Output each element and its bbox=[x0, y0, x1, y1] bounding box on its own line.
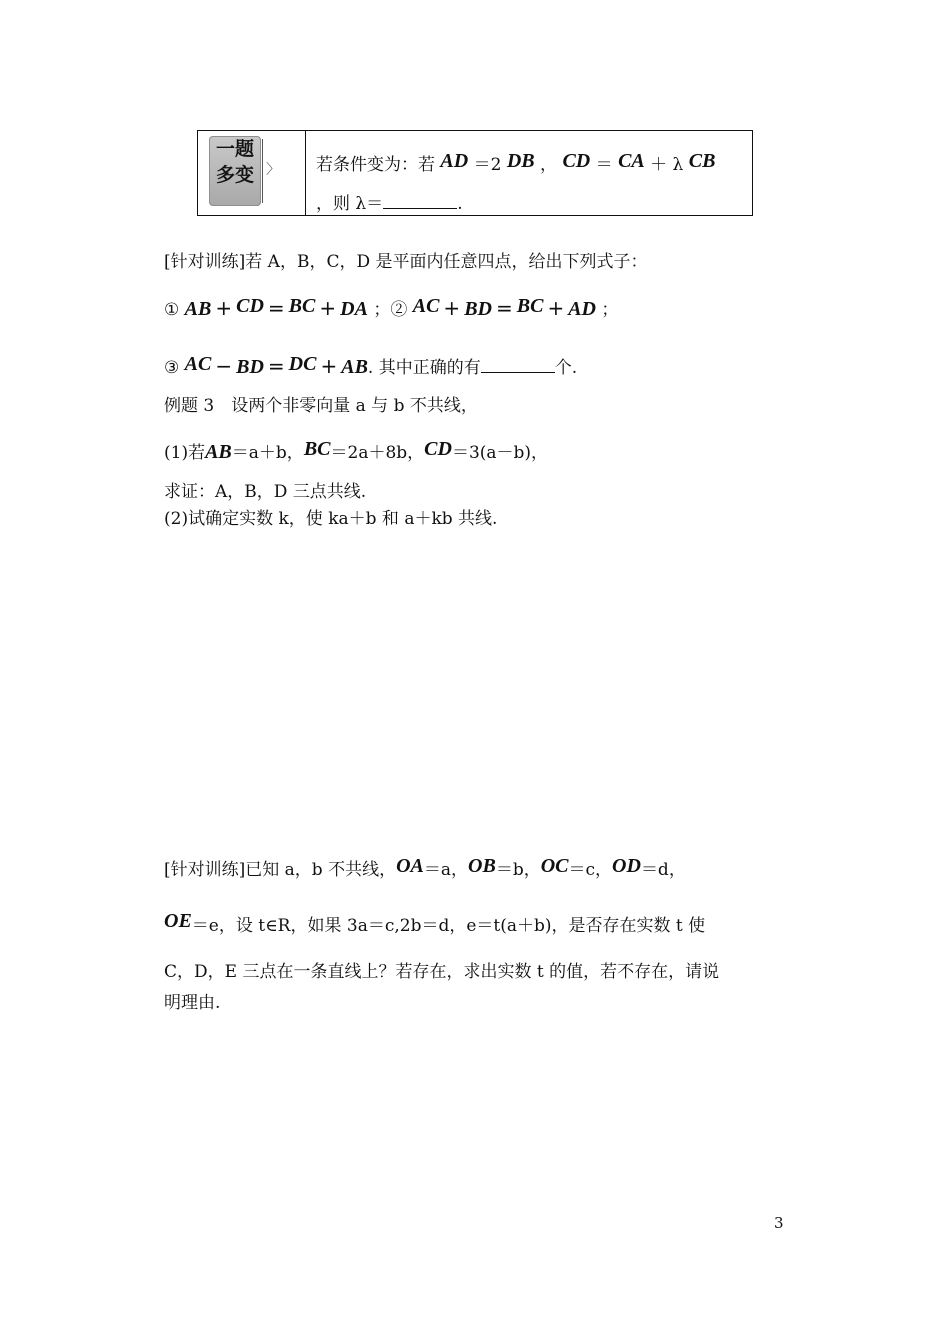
vector-ac: AC bbox=[412, 295, 440, 317]
training2-text-e: ＝d， bbox=[640, 860, 686, 880]
plus-sign: + bbox=[319, 296, 337, 320]
example3-part1 bbox=[164, 438, 549, 464]
vector-dc: DC bbox=[288, 353, 317, 375]
vector-oe: OE bbox=[164, 910, 192, 932]
box-divider bbox=[305, 131, 306, 215]
training2-text-c: ＝b， bbox=[495, 860, 541, 880]
variant-text-c: ， bbox=[540, 155, 558, 175]
vector-bc: BC bbox=[516, 295, 544, 317]
vector-db: DB bbox=[506, 150, 535, 172]
answer-blank bbox=[481, 358, 555, 373]
vector-bd: BD bbox=[236, 356, 264, 378]
plus-sign: + bbox=[443, 296, 461, 320]
equals-sign: = bbox=[267, 354, 285, 378]
badge-line-1: 一题 bbox=[215, 138, 254, 160]
example3-text-b: ＝a＋b， bbox=[231, 443, 304, 463]
bracket-arrow-icon: 〉 bbox=[266, 162, 280, 178]
circled-3: ③ bbox=[164, 358, 180, 378]
training1-intro: [针对训练]若 A，B，C，D 是平面内任意四点，给出下列式子： bbox=[164, 252, 648, 272]
training1-tail2: 个. bbox=[554, 358, 578, 378]
vector-da: DA bbox=[340, 298, 368, 320]
example3-part2: (2)试确定实数 k，使 ka＋b 和 a＋kb 共线. bbox=[164, 509, 498, 529]
plus-sign: + bbox=[547, 296, 565, 320]
variant-line-2 bbox=[316, 193, 463, 215]
vector-cb: CB bbox=[688, 150, 716, 172]
training1-tail: . 其中正确的有 bbox=[367, 358, 481, 378]
vector-bc: BC bbox=[303, 438, 331, 460]
variant-text-f: ，则 λ＝ bbox=[316, 194, 384, 214]
vector-cd: CD bbox=[236, 295, 264, 317]
variant-text-d: ＝ bbox=[595, 155, 613, 175]
training2-text-b: ＝a， bbox=[423, 860, 469, 880]
vector-oc: OC bbox=[540, 855, 569, 877]
vector-ca: CA bbox=[618, 150, 645, 172]
equals-sign: = bbox=[495, 296, 513, 320]
training1-formula-row-2 bbox=[164, 355, 577, 379]
answer-blank bbox=[383, 194, 457, 209]
training2-line-4: 明理由. bbox=[164, 993, 221, 1013]
variant-badge bbox=[209, 136, 261, 206]
example3-prove: 求证：A，B，D 三点共线. bbox=[164, 482, 367, 502]
training1-formula-row-1 bbox=[164, 297, 618, 321]
vector-cd: CD bbox=[562, 150, 591, 172]
page-number: 3 bbox=[774, 1214, 784, 1232]
training2-line-1 bbox=[164, 855, 686, 881]
training2-line-3: C，D，E 三点在一条直线上？若存在，求出实数 t 的值，若不存在，请说 bbox=[164, 962, 720, 982]
training2-line-2 bbox=[164, 910, 706, 937]
circled-1: ① bbox=[164, 300, 180, 320]
badge-line-2: 多变 bbox=[215, 164, 254, 186]
vector-bc: BC bbox=[288, 295, 316, 317]
vector-ab: AB bbox=[205, 441, 232, 463]
plus-sign: + bbox=[320, 354, 338, 378]
vector-ab: AB bbox=[184, 298, 212, 320]
example3-text-d: ＝3(a－b)， bbox=[451, 443, 549, 463]
training2-text-d: ＝c， bbox=[568, 860, 613, 880]
plus-sign: + bbox=[215, 296, 233, 320]
vector-cd: CD bbox=[424, 438, 452, 460]
circled-2: ；② bbox=[373, 300, 408, 320]
example3-text-a: (1)若 bbox=[164, 443, 206, 463]
vector-bd: BD bbox=[464, 298, 492, 320]
variant-line-1 bbox=[316, 150, 716, 176]
equals-sign: = bbox=[267, 296, 285, 320]
example3-title: 例题 3 设两个非零向量 a 与 b 不共线， bbox=[164, 396, 478, 416]
training2-text-a: [针对训练]已知 a，b 不共线， bbox=[164, 860, 397, 880]
vector-ad: AD bbox=[568, 298, 596, 320]
vector-ob: OB bbox=[468, 855, 496, 877]
vector-ac: AC bbox=[184, 353, 212, 375]
minus-sign: − bbox=[215, 354, 233, 378]
variant-text-g: . bbox=[457, 194, 463, 214]
variant-text-b: ＝2 bbox=[473, 155, 502, 175]
variant-text-e: ＋ λ bbox=[650, 155, 684, 175]
training2-text-f: ＝e，设 t∈R，如果 3a＝c,2b＝d，e＝t(a＋b)，是否存在实数 t 使 bbox=[191, 916, 706, 936]
vector-od: OD bbox=[612, 855, 641, 877]
semicolon: ； bbox=[601, 300, 619, 320]
example3-text-c: ＝2a＋8b， bbox=[330, 443, 425, 463]
variant-text-a: 若条件变为：若 bbox=[316, 155, 435, 175]
vector-ad: AD bbox=[440, 150, 469, 172]
vector-oa: OA bbox=[396, 855, 424, 877]
vector-ab: AB bbox=[341, 356, 368, 378]
